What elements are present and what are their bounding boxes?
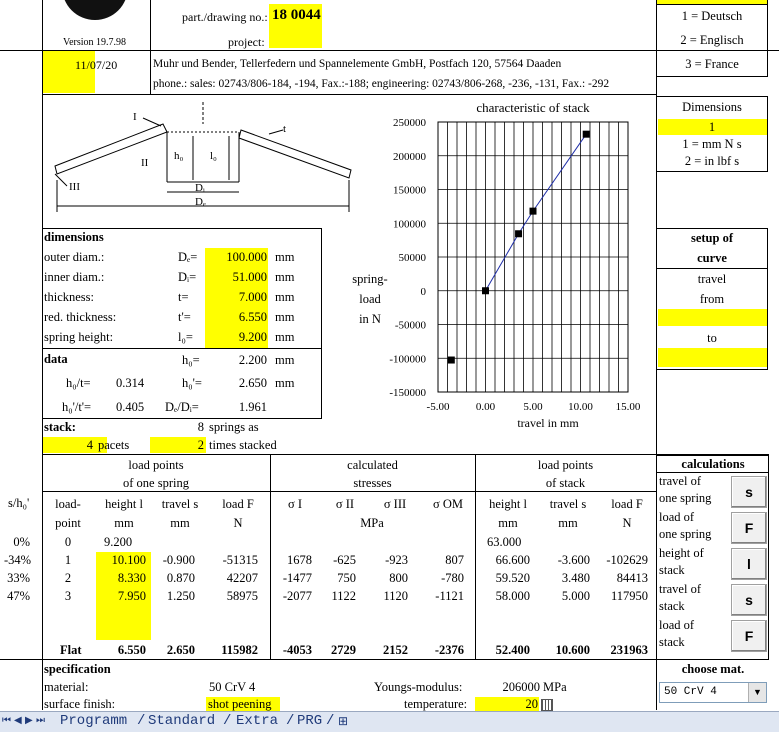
col-loadpoint-2: point	[55, 516, 81, 530]
col-stack-height-2: mm	[498, 516, 518, 530]
col-load-1: load F	[222, 497, 254, 511]
flat-sigma-1: -4053	[282, 643, 312, 657]
col-travel-1: travel s	[161, 497, 199, 511]
units-option-1: 1 = mm N s	[682, 137, 742, 151]
col-stack-height-1: height l	[489, 497, 527, 511]
calc-label-line2: stack	[659, 599, 685, 613]
material-select-value: 50 CrV 4	[664, 686, 717, 698]
row-load: -51315	[222, 553, 258, 567]
chart-data-point	[530, 208, 537, 215]
company-address: Muhr und Bender, Tellerfedern und Spannelemente GmbH, Postfach 120, 57564 Daaden	[153, 58, 562, 70]
springs-count: 8	[197, 420, 204, 434]
calc-label-line1: height of	[659, 546, 704, 560]
header-load-points: load points	[128, 458, 184, 472]
youngs-value: 206000	[502, 680, 540, 694]
col-loadpoint-1: load-	[55, 497, 81, 511]
chart-y-tick-label: -100000	[389, 353, 426, 366]
header-stresses: stresses	[353, 476, 392, 490]
row-percent: 47%	[7, 589, 30, 603]
col-sigma-4: σ OM	[432, 497, 463, 511]
insert-sheet-icon[interactable]: ⊞	[338, 715, 349, 729]
chart-y-tick-label: 0	[420, 285, 426, 298]
calc-button[interactable]: F	[731, 620, 767, 652]
row-travel: 1.250	[166, 589, 195, 603]
diagram-label-h0: h₀	[174, 150, 184, 162]
col-sigma-1: σ I	[287, 497, 303, 511]
flat-stack-load: 231963	[610, 643, 648, 657]
spring-diagram	[43, 96, 363, 226]
calc-label-line2: stack	[659, 563, 685, 577]
flat-stack-travel: 10.600	[555, 643, 590, 657]
youngs-label: Youngs-modulus:	[374, 680, 463, 694]
row-percent: -34%	[4, 553, 32, 567]
row-height[interactable]: 9.200	[104, 535, 133, 549]
ded-value: 1.961	[238, 400, 267, 414]
setup-title-1: setup of	[690, 231, 734, 245]
flat-sigma-4: -2376	[434, 643, 464, 657]
specification-title: specification	[44, 662, 111, 676]
h0-symbol: h₀=	[182, 353, 200, 367]
dim-value[interactable]: 51.000	[232, 270, 267, 284]
units-option-2: 2 = in lbf s	[684, 154, 740, 168]
dim-label: outer diam.:	[44, 250, 105, 264]
row-loadpoint: 3	[64, 589, 72, 603]
row-loadpoint: 1	[64, 553, 72, 567]
flat-sigma-2: 2729	[331, 643, 356, 657]
project-label: project:	[228, 35, 265, 49]
chart-y-tick-label: 50000	[398, 252, 426, 264]
small-grid-icon	[541, 699, 553, 711]
calc-label-line1: load of	[659, 510, 695, 524]
diagram-label-II: II	[141, 157, 149, 169]
chevron-down-icon[interactable]: ▼	[748, 683, 766, 702]
row-loadpoint: 2	[64, 571, 72, 585]
header-calculated: calculated	[347, 458, 398, 472]
pacets-label: pacets	[98, 438, 130, 452]
diagram-label-De: Dₑ	[195, 196, 206, 208]
row-stack-load: -102629	[606, 553, 648, 567]
header-load-points-stack: load points	[537, 458, 594, 472]
dim-symbol: Dₑ=	[178, 250, 198, 264]
dim-unit: mm	[275, 290, 295, 304]
row-stack-travel: 3.480	[561, 571, 590, 585]
col-sigma-2: σ II	[335, 497, 355, 511]
chart-x-axis-label: travel in mm	[517, 416, 579, 430]
col-stack-travel-1: travel s	[549, 497, 587, 511]
lang-option-1: 1 = Deutsch	[681, 9, 743, 23]
lang-option-2: 2 = Englisch	[680, 33, 744, 47]
dim-symbol: t'=	[178, 310, 191, 324]
chart-x-tick-label: 0.00	[475, 401, 496, 413]
tab-standard[interactable]: Standard	[148, 713, 216, 729]
row-sigma-3: -923	[385, 553, 408, 567]
calc-button[interactable]: F	[731, 512, 767, 544]
row-stack-height: 58.000	[495, 589, 530, 603]
material-select[interactable]	[659, 682, 767, 703]
flat-load: 115982	[221, 643, 258, 657]
h0p-value: 2.650	[238, 376, 267, 390]
h0pt-symbol: h₀'/t'=	[62, 400, 92, 414]
row-stack-load: 84413	[616, 571, 648, 585]
header-of-stack: of stack	[545, 476, 586, 490]
temperature-value[interactable]: 20	[525, 697, 538, 711]
data-title: data	[44, 352, 68, 366]
col-stack-load-2: N	[622, 516, 632, 530]
choose-mat-title: choose mat.	[681, 662, 745, 676]
chart-y-tick-label: 250000	[393, 117, 426, 129]
tab-extra[interactable]: Extra	[236, 713, 279, 729]
calculations-title: calculations	[681, 457, 745, 471]
drawing-number[interactable]: 18 0044	[272, 7, 321, 23]
row-sigma-3: 1120	[383, 589, 408, 603]
row-stack-travel: 5.000	[561, 589, 590, 603]
dim-unit: mm	[275, 310, 295, 324]
chart-ylabel-2: load	[359, 292, 381, 306]
row-stack-height: 63.000	[487, 535, 522, 549]
setup-to-field[interactable]	[658, 348, 767, 367]
chart-x-tick-label: 5.00	[523, 401, 543, 413]
h0t-value: 0.314	[116, 376, 145, 390]
row-sigma-3: 800	[389, 571, 408, 585]
calc-label-line2: stack	[659, 635, 685, 649]
diagram-label-III: III	[69, 181, 80, 193]
col-sigma-3: σ III	[383, 497, 407, 511]
calc-button[interactable]: l	[731, 548, 767, 580]
tab-programm[interactable]: Programm	[60, 713, 128, 729]
dim-value[interactable]: 9.200	[238, 330, 267, 344]
row-travel: 0.870	[166, 571, 195, 585]
row-height[interactable]: 7.950	[117, 589, 146, 603]
row-stack-load: 117950	[610, 589, 648, 603]
diagram-label-l0: l₀	[210, 150, 217, 162]
row-sigma-1: -1477	[282, 571, 312, 585]
flat-label: Flat	[60, 643, 82, 657]
units-value[interactable]: 1	[708, 120, 716, 134]
col-travel-2: mm	[170, 516, 190, 530]
h0-unit: mm	[275, 353, 295, 367]
dim-label: red. thickness:	[44, 310, 117, 324]
h0p-symbol: h₀'=	[182, 376, 202, 390]
stacked-count[interactable]: 2	[197, 438, 204, 452]
chart-y-tick-label: 200000	[393, 150, 426, 163]
h0pt-value: 0.405	[116, 400, 145, 414]
chart-y-tick-label: -50000	[394, 319, 426, 332]
dim-unit: mm	[275, 270, 295, 284]
material-label: material:	[44, 680, 89, 694]
h0-value: 2.200	[238, 353, 267, 367]
diagram-label-Di: Dᵢ	[195, 182, 205, 194]
chart-data-point	[515, 230, 522, 237]
dim-label: inner diam.:	[44, 270, 105, 284]
h0p-unit: mm	[275, 376, 295, 390]
dim-symbol: Dᵢ=	[178, 270, 197, 284]
prev-sheet-icon[interactable]: ◀	[14, 716, 22, 727]
units-title: Dimensions	[682, 100, 742, 114]
row-height[interactable]: 10.100	[111, 553, 146, 567]
diagram-label-t: t	[283, 123, 287, 135]
setup-title-2: curve	[697, 251, 727, 265]
setup-from: from	[699, 292, 725, 306]
chart-x-tick-label: 10.00	[568, 401, 593, 413]
row-sigma-4: -780	[441, 571, 464, 585]
row-loadpoint: 0	[64, 535, 72, 549]
setup-from-field[interactable]	[658, 309, 767, 326]
setup-travel: travel	[697, 272, 727, 286]
setup-to: to	[707, 331, 717, 345]
calc-label-line2: one spring	[659, 527, 712, 541]
calc-button[interactable]: s	[731, 584, 767, 616]
row-sigma-2: 1122	[331, 589, 356, 603]
diagram-label-I: I	[133, 111, 137, 123]
chart-y-tick-label: -150000	[389, 387, 426, 399]
row-stack-height: 59.520	[495, 571, 530, 585]
dim-symbol: l₀=	[178, 330, 193, 344]
pacets-count[interactable]: 4	[86, 438, 93, 452]
springs-label: springs as	[209, 420, 259, 434]
row-travel: -0.900	[162, 553, 195, 567]
dim-label: spring height:	[44, 330, 114, 344]
stack-title: stack:	[44, 420, 76, 434]
youngs-unit: MPa	[543, 680, 567, 694]
last-sheet-icon[interactable]: ⏭	[36, 716, 45, 727]
col-stack-load-1: load F	[611, 497, 643, 511]
flat-height: 6.550	[117, 643, 146, 657]
col-mpa: MPa	[360, 516, 384, 530]
row-load: 42207	[226, 571, 258, 585]
row-load: 58975	[226, 589, 258, 603]
date-field[interactable]: 11/07/20	[75, 58, 118, 72]
row-sigma-1: 1678	[287, 553, 312, 567]
dim-value[interactable]: 6.550	[238, 310, 267, 324]
row-percent: 0%	[13, 535, 30, 549]
row-sigma-2: 750	[337, 571, 356, 585]
dim-unit: mm	[275, 250, 295, 264]
row-stack-height: 66.600	[495, 553, 530, 567]
calc-button[interactable]: s	[731, 476, 767, 508]
lang-option-3: 3 = France	[685, 57, 739, 71]
surface-value[interactable]: shot peening	[208, 697, 272, 711]
stacked-label: times stacked	[209, 438, 277, 452]
chart-title: characteristic of stack	[476, 100, 590, 115]
col-sh0: s/h₀'	[8, 496, 30, 510]
sheet-tab-bar: ⏮ ◀ ▶ ⏭ Programm / Standard / Extra / PRG / ⊞	[0, 711, 779, 732]
chart-data-point	[583, 131, 590, 138]
col-load-2: N	[233, 516, 243, 530]
ded-symbol: Dₑ/Dᵢ=	[165, 400, 199, 414]
flat-stack-height: 52.400	[495, 643, 530, 657]
row-sigma-4: -1121	[435, 589, 464, 603]
logo	[62, 0, 128, 20]
col-stack-travel-2: mm	[558, 516, 578, 530]
calc-label-line1: travel of	[659, 582, 701, 596]
row-sigma-4: 807	[445, 553, 464, 567]
chart-ylabel-1: spring-	[352, 272, 388, 286]
chart-data-point	[482, 287, 489, 294]
chart-x-tick-label: -5.00	[426, 401, 450, 413]
col-height-1: height l	[105, 497, 143, 511]
version-label: Version 19.7.98	[63, 37, 127, 48]
header-one-spring: of one spring	[123, 476, 189, 490]
calc-label-line2: one spring	[659, 491, 712, 505]
chart-y-tick-label: 150000	[393, 184, 426, 197]
flat-travel: 2.650	[166, 643, 195, 657]
dim-unit: mm	[275, 330, 295, 344]
h0t-symbol: h₀/t=	[66, 376, 91, 390]
tab-prg[interactable]: PRG	[297, 713, 323, 729]
chart-x-tick-label: 15.00	[615, 401, 641, 413]
calc-label-line1: load of	[659, 618, 695, 632]
calc-label-line1: travel of	[659, 474, 701, 488]
first-sheet-icon[interactable]: ⏮	[2, 716, 11, 727]
stack-characteristic-chart	[380, 96, 656, 436]
next-sheet-icon[interactable]: ▶	[25, 716, 33, 727]
chart-y-tick-label: 100000	[393, 218, 426, 231]
material-value: 50 CrV 4	[209, 680, 256, 694]
row-height[interactable]: 8.330	[117, 571, 146, 585]
chart-ylabel-3: in N	[359, 312, 381, 326]
company-phone: phone.: sales: 02743/806-184, -194, Fax.:-188; engineering: 02743/806-268, -236, -131, Fax.: -292	[153, 78, 610, 90]
row-sigma-2: -625	[333, 553, 356, 567]
flat-sigma-3: 2152	[383, 643, 408, 657]
row-sigma-1: -2077	[282, 589, 312, 603]
col-height-2: mm	[114, 516, 134, 530]
row-stack-travel: -3.600	[557, 553, 590, 567]
chart-data-point	[448, 357, 455, 364]
dim-symbol: t=	[178, 290, 189, 304]
dim-label: thickness:	[44, 290, 94, 304]
drawing-label: part./drawing no.:	[182, 10, 268, 24]
row-percent: 33%	[7, 571, 30, 585]
dimensions-title: dimensions	[44, 230, 104, 244]
dim-value[interactable]: 7.000	[238, 290, 267, 304]
temperature-label: temperature:	[404, 697, 468, 711]
dim-value[interactable]: 100.000	[226, 250, 267, 264]
surface-label: surface finish:	[44, 697, 116, 711]
